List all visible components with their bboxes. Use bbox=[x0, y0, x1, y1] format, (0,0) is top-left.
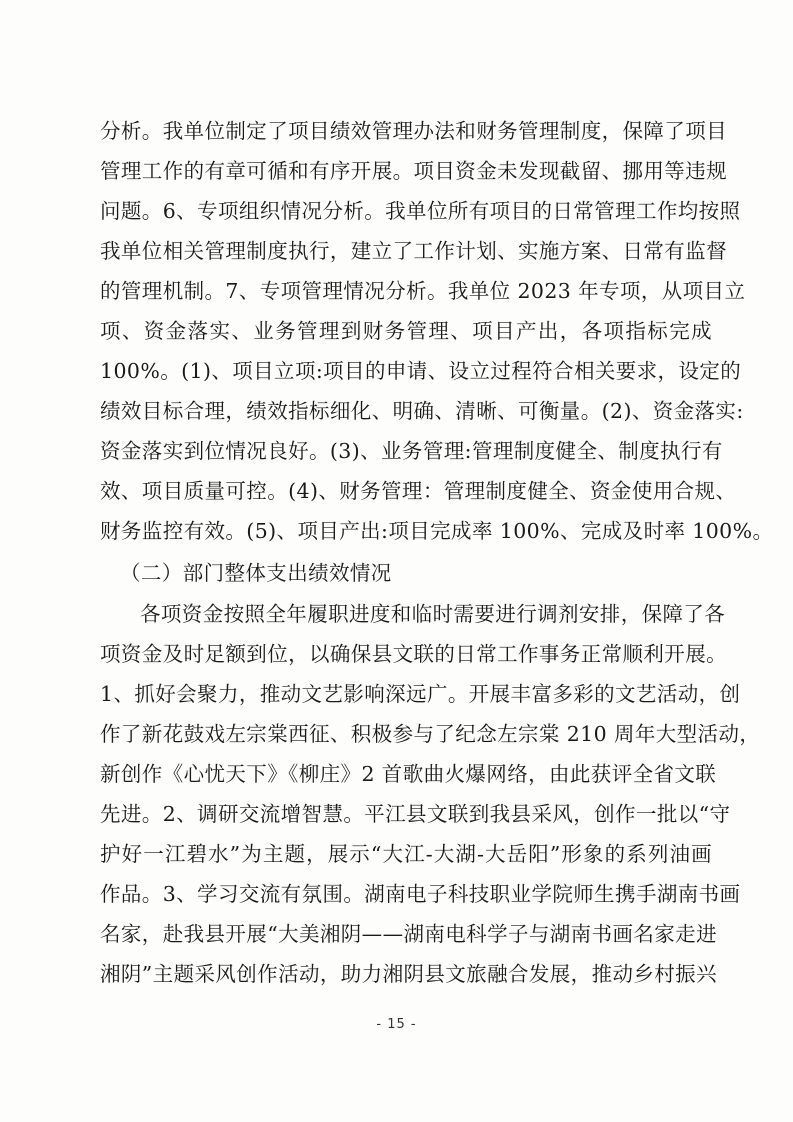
body-line: 财务监控有效。(5)、项目产出:项目完成率 100%、完成及时率 100%。 bbox=[100, 519, 774, 543]
body-line: 绩效目标合理，绩效指标细化、明确、清晰、可衡量。(2)、资金落实: bbox=[100, 399, 744, 423]
body-line: 管理工作的有章可循和有序开展。项目资金未发现截留、挪用等违规 bbox=[100, 159, 727, 183]
body-line: 的管理机制。7、专项管理情况分析。我单位 2023 年专项，从项目立 bbox=[100, 279, 746, 303]
body-line: 资金落实到位情况良好。(3)、业务管理:管理制度健全、制度执行有 bbox=[100, 439, 723, 463]
body-line: 护好一江碧水”为主题，展示“大江-大湖-大岳阳”形象的系列油画 bbox=[100, 842, 712, 866]
body-line: 分析。我单位制定了项目绩效管理办法和财务管理制度，保障了项目 bbox=[100, 119, 727, 143]
body-line: 湘阴”主题采风创作活动，助力湘阴县文旅融合发展，推动乡村振兴 bbox=[100, 962, 717, 986]
body-line: 100%。(1)、项目立项:项目的申请、设立过程符合相关要求，设定的 bbox=[100, 359, 742, 383]
body-line: 名家，赴我县开展“大美湘阴——湖南电科学子与湖南书画名家走进 bbox=[100, 922, 717, 946]
body-line: 作品。3、学习交流有氛围。湖南电子科技职业学院师生携手湖南书画 bbox=[100, 882, 741, 906]
section-heading: （二）部门整体支出绩效情况 bbox=[120, 561, 392, 585]
page-number: - 15 - bbox=[376, 1017, 417, 1032]
body-line: 项、资金落实、业务管理到财务管理、项目产出，各项指标完成 bbox=[100, 319, 712, 343]
body-line: 我单位相关管理制度执行，建立了工作计划、实施方案、日常有监督 bbox=[100, 239, 727, 263]
body-line: 效、项目质量可控。(4)、财务管理：管理制度健全、资金使用合规、 bbox=[100, 479, 737, 503]
body-line: 作了新花鼓戏左宗棠西征、积极参与了纪念左宗棠 210 周年大型活动， bbox=[100, 722, 761, 746]
body-line: 先进。2、调研交流增智慧。平江县文联到我县采风，创作一批以“守 bbox=[100, 802, 731, 826]
body-line: 各项资金按照全年履职进度和临时需要进行调剂安排，保障了各 bbox=[140, 602, 726, 626]
body-line: 1、抓好会聚力，推动文艺影响深远广。开展丰富多彩的文艺活动，创 bbox=[100, 682, 741, 706]
body-line: 项资金及时足额到位，以确保县文联的日常工作事务正常顺利开展。 bbox=[100, 642, 727, 666]
body-line: 新创作《心忧天下》《柳庄》2 首歌曲火爆网络，由此获评全省文联 bbox=[100, 762, 717, 786]
body-line: 问题。6、专项组织情况分析。我单位所有项目的日常管理工作均按照 bbox=[100, 199, 741, 223]
